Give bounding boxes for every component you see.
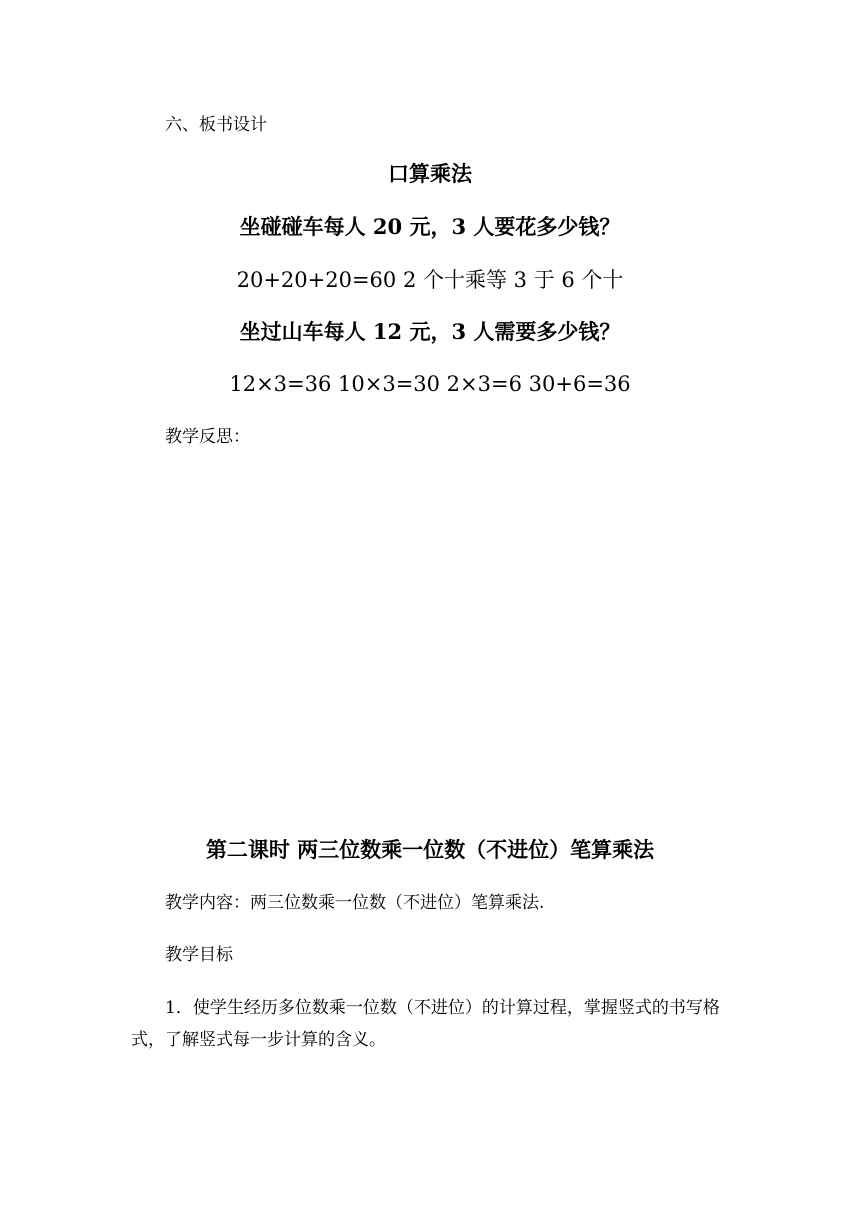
section-six-heading: 六、板书设计 [165,115,267,135]
board-problem-2: 坐过山车每人 12 元，3 人需要多少钱？ [239,319,621,344]
board-solution-1: 20+20+20=60 2 个十乘等 3 于 6 个十 [236,268,624,292]
teaching-reflection-label: 教学反思： [165,427,250,447]
lesson-two-title: 第二课时 两三位数乘一位数（不进位）笔算乘法 [205,837,655,862]
objective-1-line-1: 1．使学生经历多位数乘一位数（不进位）的计算过程，掌握竖式的书写格 [165,998,720,1018]
board-problem-1: 坐碰碰车每人 20 元，3 人要花多少钱？ [239,214,621,239]
board-solution-2: 12×3=36 10×3=30 2×3=6 30+6=36 [229,372,631,396]
board-title: 口算乘法 [388,161,472,186]
teaching-objectives-label: 教学目标 [165,945,233,965]
teaching-content: 教学内容：两三位数乘一位数（不进位）笔算乘法. [165,893,545,913]
objective-1-line-2: 式，了解竖式每一步计算的含义。 [131,1030,386,1050]
